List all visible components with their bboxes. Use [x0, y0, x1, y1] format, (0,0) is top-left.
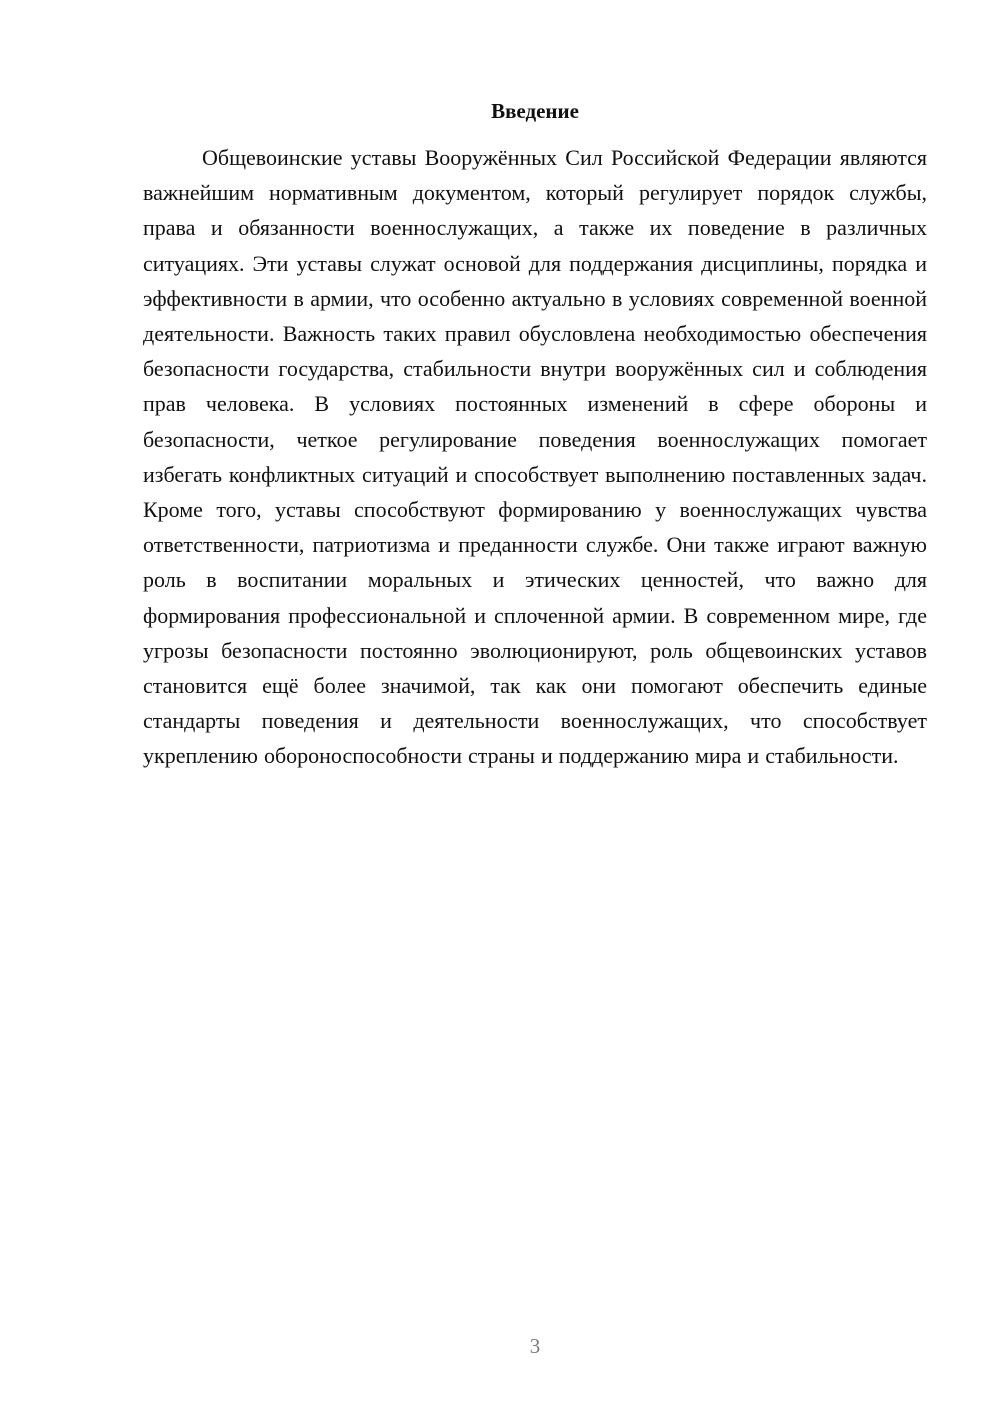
section-heading: Введение: [491, 99, 579, 123]
page-number: 3: [529, 1334, 541, 1358]
body-paragraph: Общевоинские уставы Вооружённых Сил Российской Федерации являются важнейшим нормативным документом, который регулирует порядок службы, права и обязанности военнослужащих, а также их поведение в различных ситуациях. Эти уставы служат основой для поддержания дисциплины, порядка и эффективности в армии, что особенно актуально в условиях современной военной деятельности. Важность таких правил обусловлена необходимостью обеспечения безопасности государства, стабильности внутри вооружённых сил и соблюдения прав человека. В условиях постоянных изменений в сфере обороны и безопасности, четкое регулирование поведения военнослужащих помогает избегать конфликтных ситуаций и способствует выполнению поставленных задач. Кроме того, уставы способствуют формированию у военнослужащих чувства ответственности, патриотизма и преданности службе. Они также играют важную роль в воспитании моральных и этических ценностей, что важно для формирования профессиональной и сплоченной армии. В современном мире, где угрозы безопасности постоянно эволюционируют, роль общевоинских уставов становится ещё более значимой, так как они помогают обеспечить единые стандарты поведения и деятельности военнослужащих, что способствует укреплению обороноспособности страны и поддержанию мира и стабильности.: [143, 145, 927, 769]
